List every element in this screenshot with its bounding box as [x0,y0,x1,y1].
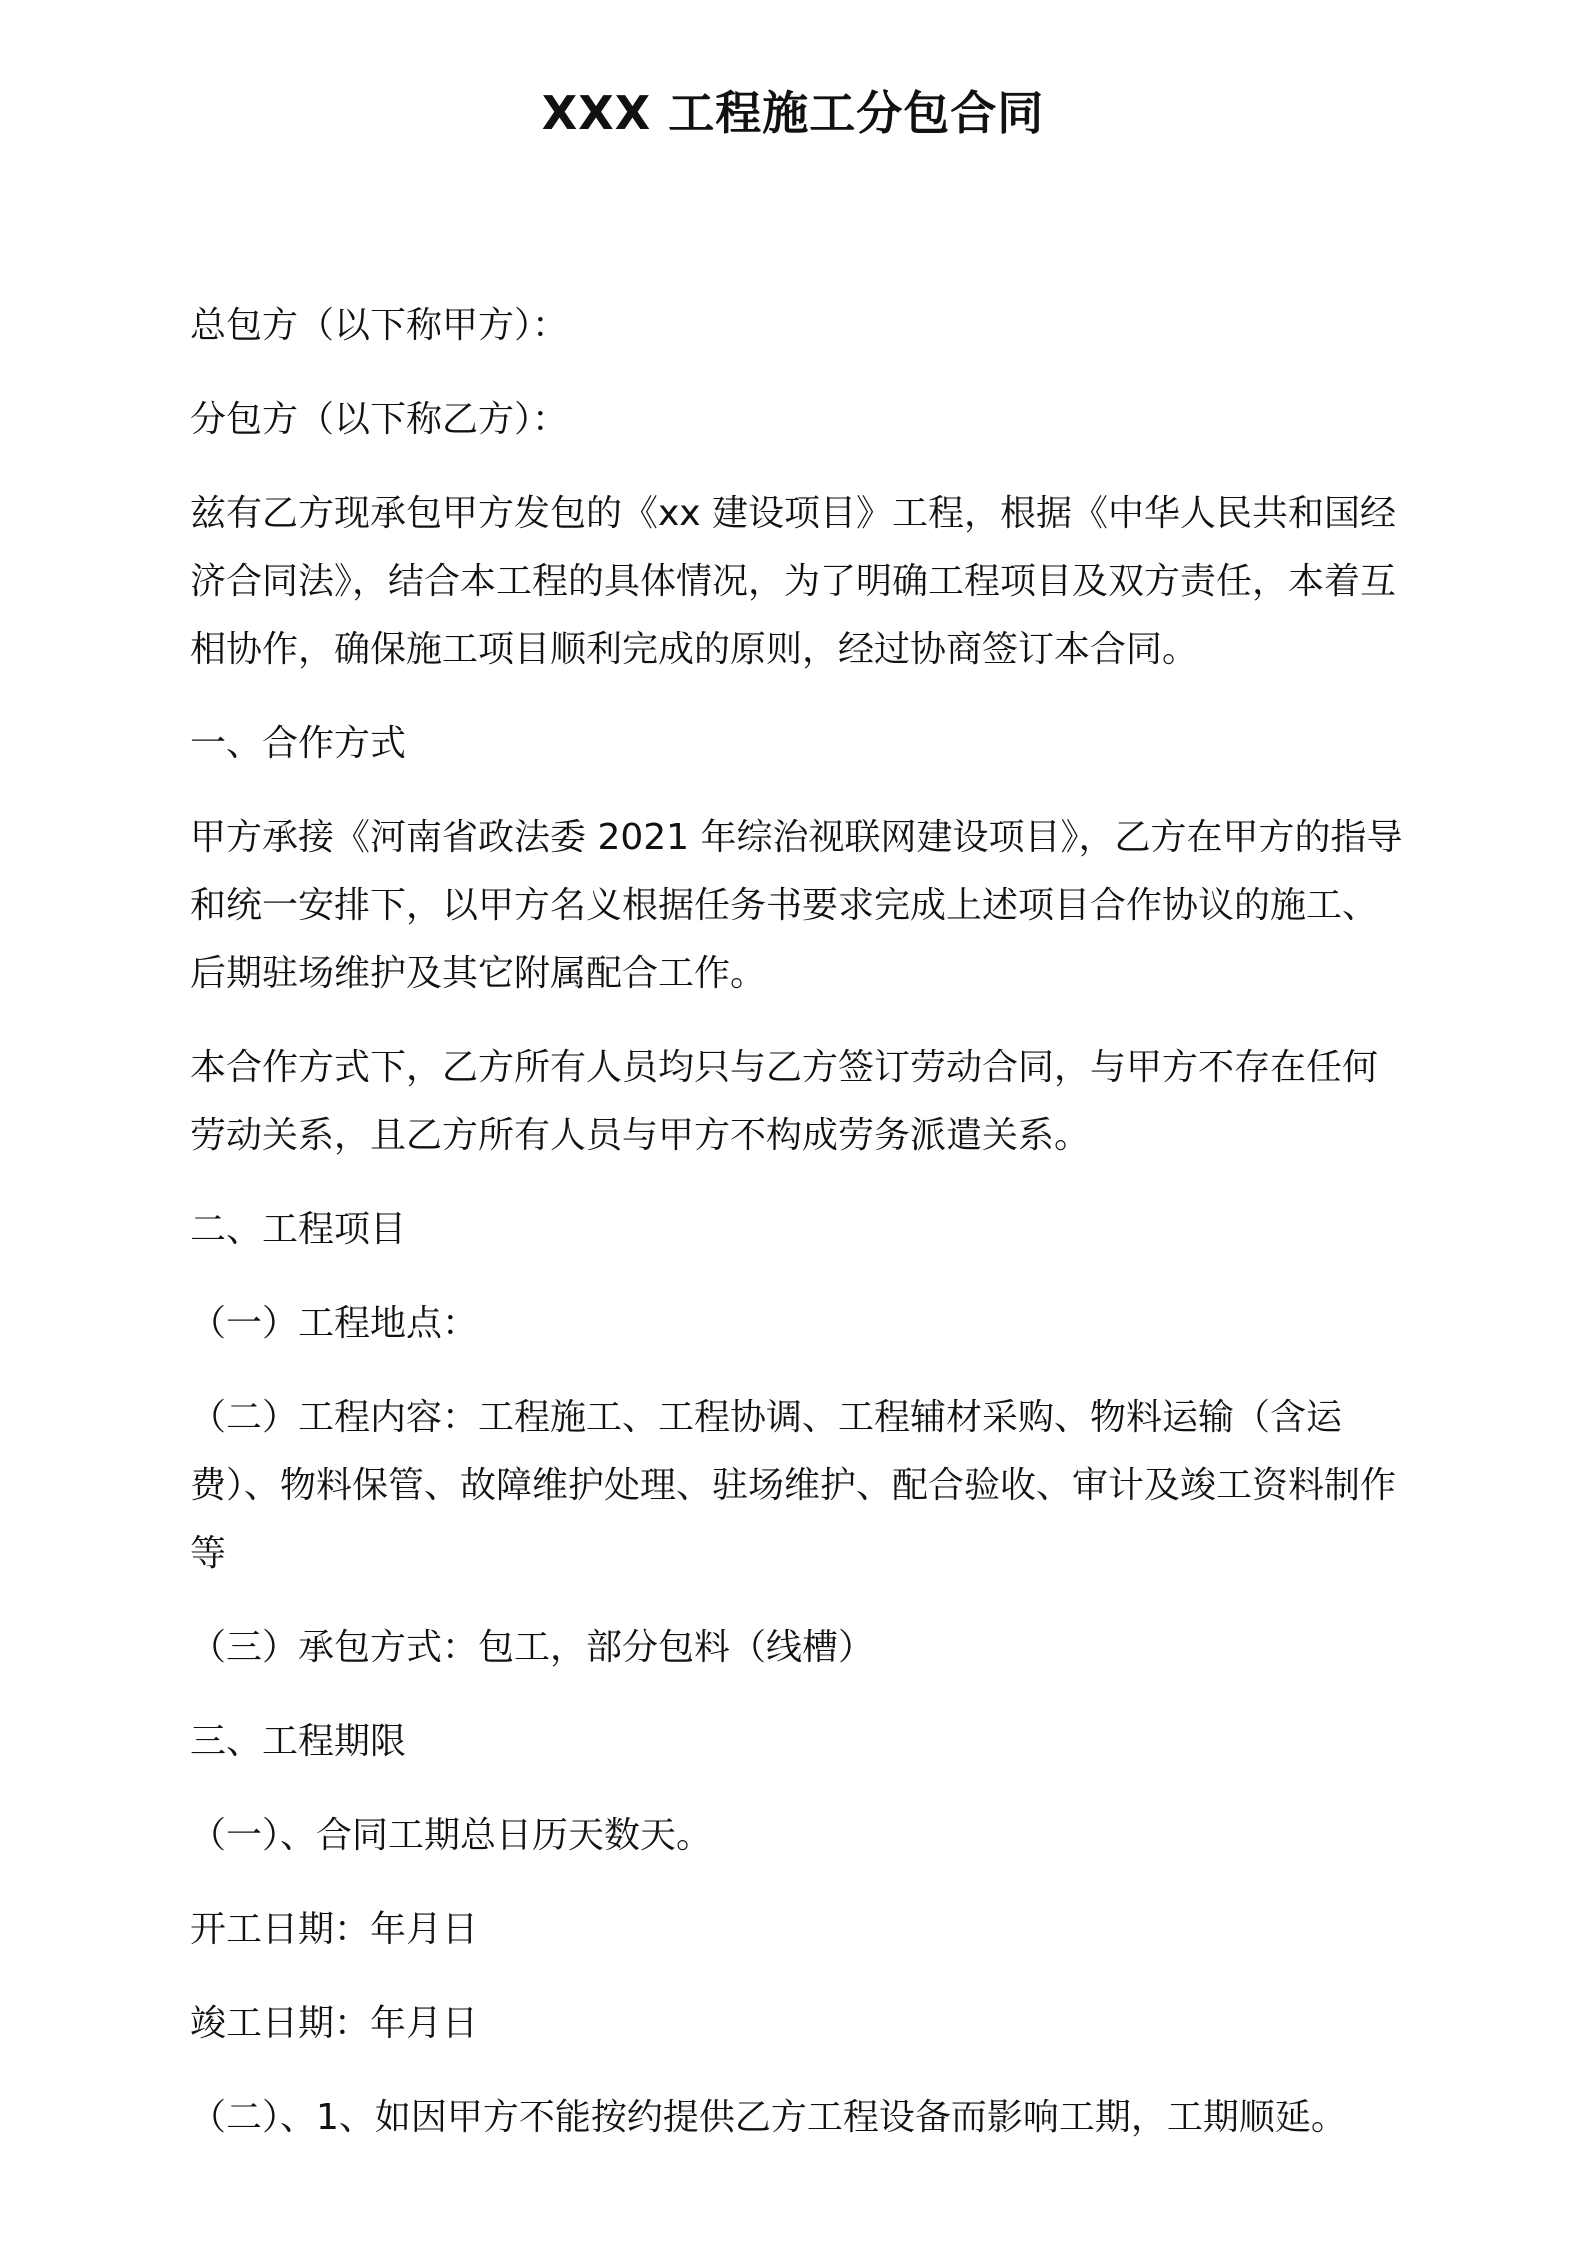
party-b-line: 分包方（以下称乙方）： [190,399,569,440]
party-a-line: 总包方（以下称甲方）： [190,305,569,346]
start-date-line: 开工日期：年月日 [190,1909,479,1950]
preamble-paragraph: 兹有乙方现承包甲方发包的《xx 建设项目》工程，根据《中华人民共和国经济合同法》，结合本工程的具体情况，为了明确工程项目及双方责任，本着互相协作，确保施工项目顺利完成的原则，经过协商签订本合同。 [190,493,1397,670]
document-body [190,292,1408,2178]
section-heading-cooperation: 一、合作方式 [190,723,407,764]
contract-method: （三）承包方式：包工，部分包料（线槽） [190,1627,875,1668]
period-total-days: （一）、合同工期总日历天数天。 [190,1815,713,1856]
section-heading-period: 三、工程期限 [190,1721,407,1762]
document-title: XXX 工程施工分包合同 [541,86,1045,140]
period-extension-clause: （二）、1、如因甲方不能按约提供乙方工程设备而影响工期，工期顺延。 [190,2097,1347,2138]
project-location: （一）工程地点： [190,1303,479,1344]
project-content: （二）工程内容：工程施工、工程协调、工程辅材采购、物料运输（含运费）、物料保管、故障维护处理、驻场维护、配合验收、审计及竣工资料制作等 [190,1397,1397,1574]
cooperation-paragraph-1: 甲方承接《河南省政法委 2021 年综治视联网建设项目》，乙方在甲方的指导和统一安排下，以甲方名义根据任务书要求完成上述项目合作协议的施工、后期驻场维护及其它附属配合工作。 [190,817,1403,994]
completion-date-line: 竣工日期：年月日 [190,2003,479,2044]
cooperation-paragraph-2: 本合作方式下，乙方所有人员均只与乙方签订劳动合同，与甲方不存在任何劳动关系，且乙方所有人员与甲方不构成劳务派遣关系。 [190,1047,1379,1156]
section-heading-project: 二、工程项目 [190,1209,407,1250]
